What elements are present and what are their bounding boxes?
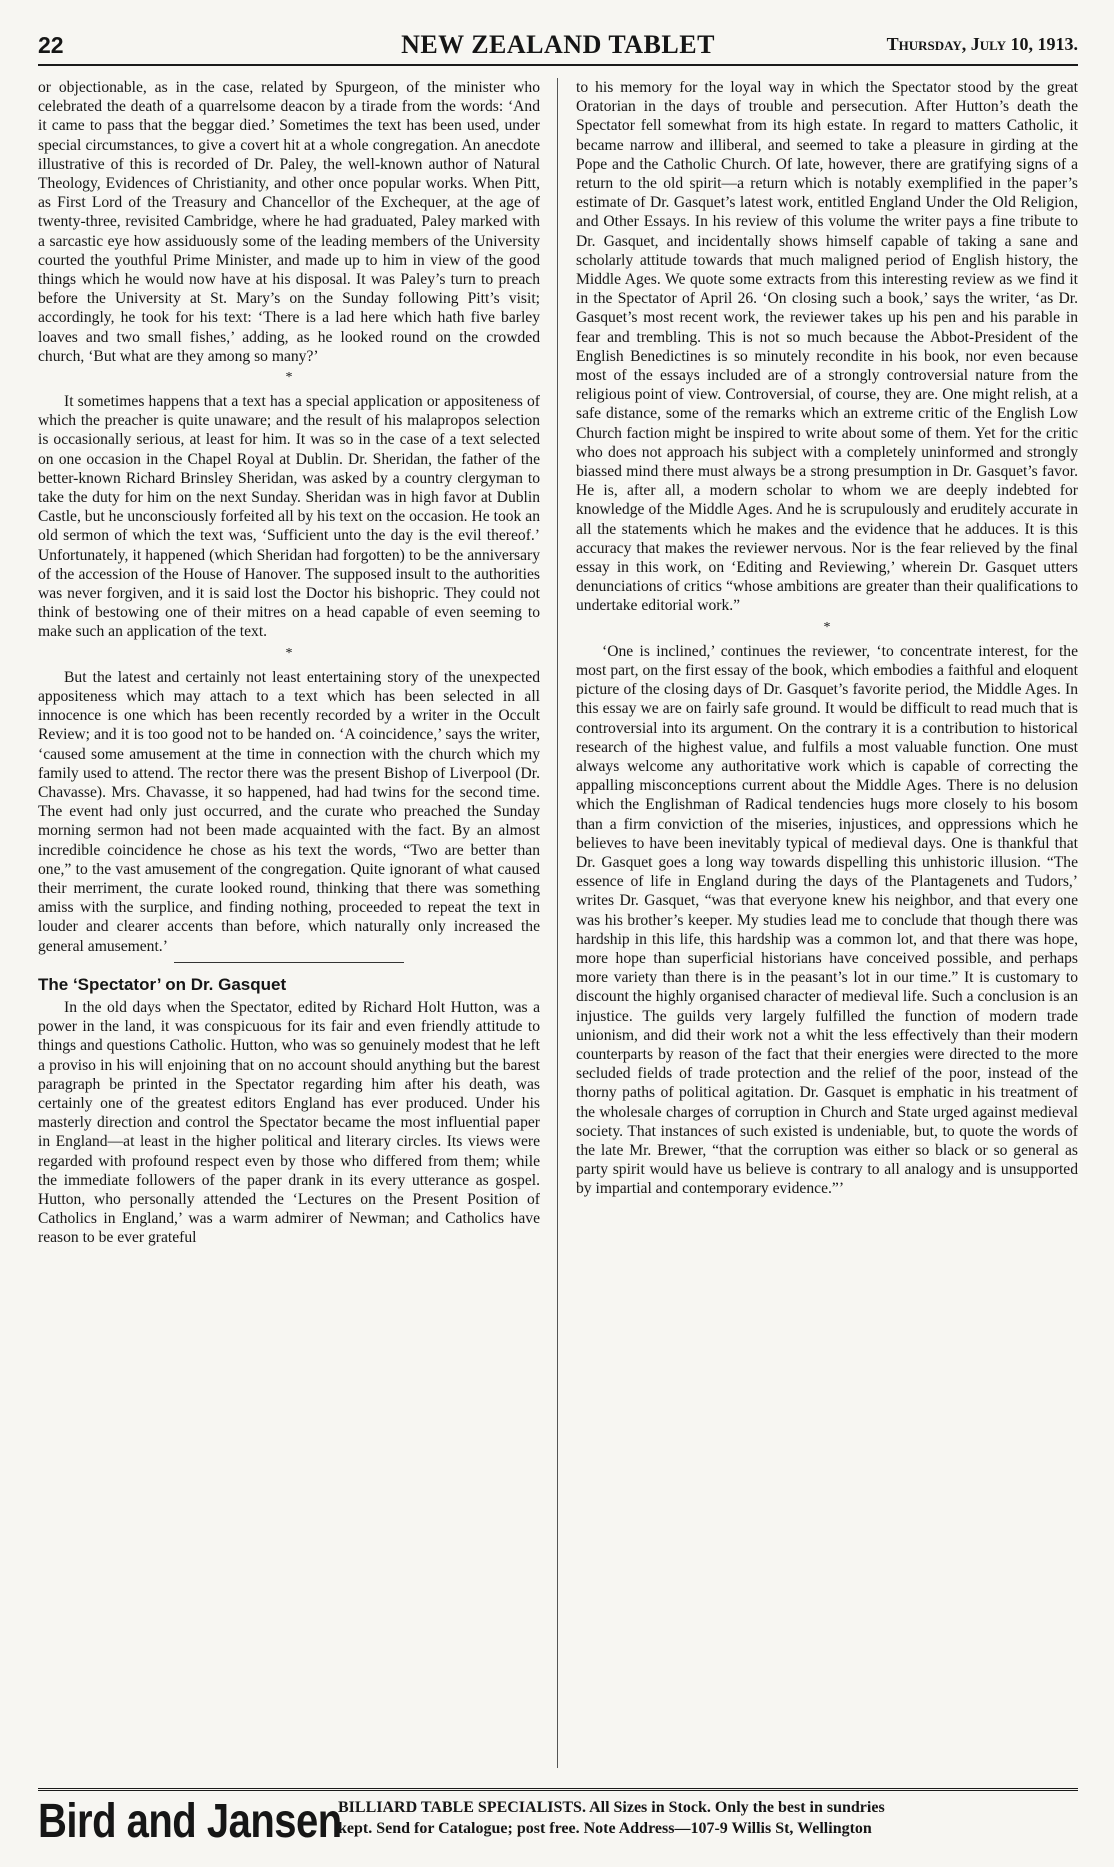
issue-date: Thursday, July 10, 1913. [886, 34, 1078, 54]
paragraph: or objectionable, as in the case, related by Spurgeon, of the minister who celebrated the death of a quarrelsome deacon by a tirade from the words: ‘And it came to pass that the beggar died.’ Sometimes the text has been used, under special circumstances, to give a covert hit at a whole congregation. An anecdote illustrative of this is recorded of Dr. Paley, the well-known author of Natural Theology, Evidences of Christianity, and other once popular works. When Pitt, as First Lord of the Treasury and Chancellor of the Exchequer, at the age of twenty-three, revisited Cambridge, where he had graduated, Paley marked with a sarcastic eye how assiduously some of the leading members of the University courted the youthful Prime Minister, and made up to him in view of the good things which he would now have at his disposal. It was Paley’s turn to preach before the University at St. Mary’s on the Sunday following Pitt’s visit; accordingly, he took for his text: ‘There is a lad here which hath five barley loaves and two small fishes,’ adding, as he looked round on the crowded church, ‘But what are they among so many?’ [38, 79, 540, 365]
section-separator-star: * [285, 370, 293, 386]
advertisement-footer [38, 1788, 1078, 1851]
paragraph: In the old days when the Spectator, edited by Richard Holt Hutton, was a power in the land, it was conspicuous for its fair and even friendly attitude to things and questions Catholic. Hutton, who was so genuinely modest that he left a proviso in his will enjoining that on no account should anything but the barest paragraph be printed in the Spectator regarding him after his death, was certainly one of the greatest editors England has ever produced. Under his masterly direction and control the Spectator became the most influential paper in England—at least in the higher political and literary circles. Its views were regarded with profound respect even by those who differed from them; while the immediate followers of the paper drank in its every utterance as gospel. Hutton, who personally attended the ‘Lectures on the Present Position of Catholics in England,’ was a warm admirer of Newman; and Catholics have reason to be ever grateful [38, 998, 540, 1247]
paragraph: ‘One is inclined,’ continues the reviewer, ‘to concentrate interest, for the most part, on the first essay of the book, which embodies a faithful and eloquent picture of the closing days of Dr. Gasquet’s favorite period, the Middle Ages. In this essay we are on fairly safe ground. It would be difficult to read much that is controversial into its argument. On the contrary it is a contribution to historical research of the highest value, and fulfils a most valuable function. One must always welcome any authoritative work which is capable of correcting the appalling misconceptions current about the Middle Ages. There is no delusion which the Englishman of Radical tendencies hugs more closely to his bosom than a firm conviction of the miseries, injustices, and oppressions which he believes to have been inevitably typical of medieval days. One is thankful that Dr. Gasquet goes a long way towards dispelling this unhistoric illusion. “The essence of life in England during the days of the Plantagenets and Tudors,’ writes Dr. Gasquet, “was that everyone knew his neighbor, and that every one was his brother’s keeper. My studies lead me to conclude that though there was hardship in this life, this hardship was a common lot, and that there was hope, more hope than superficial historians have conceived possible, and perhaps more variety than there is in the peasant’s lot in our time.” It is customary to discount the highly organised character of medieval life. Such a conclusion is an injustice. The guilds very largely fulfilled the function of modern trade unionism, and did their work not a whit the less effectively than their modern counterparts by reason of the fact that their energies were directed to the more secluded fields of trade protection and the relief of the poor, instead of the thorny paths of political agitation. Dr. Gasquet is emphatic in his treatment of the wholesale charges of corruption in Church and State urged against medieval society. That instances of such existed is undeniable, but, to quote the words of the late Mr. Brewer, “that the corruption was either so black or so general as party spirit would have us believe is contrary to all analogy and is unsupported by impartial and contemporary evidence.”’ [576, 642, 1078, 1198]
left-column [38, 78, 540, 1768]
advertisement-text [338, 1797, 1078, 1839]
ad-line: kept. Send for Catalogue; post free. Note Address—107-9 Willis St, Wellington [338, 1820, 872, 1837]
article-heading: The ‘Spectator’ on Dr. Gasquet [38, 974, 287, 994]
section-separator-star: * [285, 645, 293, 661]
ad-line: BILLIARD TABLE SPECIALISTS. All Sizes in Stock. Only the best in sundries [338, 1799, 885, 1816]
page-header [38, 30, 1078, 66]
advertiser-name: Bird and Jansen [38, 1795, 342, 1848]
section-separator-star: * [823, 619, 831, 635]
right-column [576, 78, 1078, 1768]
column-divider [557, 78, 558, 1768]
paragraph: It sometimes happens that a text has a special application or appositeness of which the preacher is quite unaware; and the result of his malapropos selection is occasionally serious, at least for him. It was so in the case of a text selected on one occasion in the Chapel Royal at Dublin. Dr. Sheridan, the father of the better-known Richard Brinsley Sheridan, was asked by a country clergyman to take the duty for him on the next Sunday. Sheridan was in high favor at Dublin Castle, but he unconsciously forfeited all by his text on the occasion. He took an old sermon of which the text was, ‘Sufficient unto the day is the evil thereof.’ Unfortunately, it happened (which Sheridan had forgotten) to be the anniversary of the accession of the House of Hanover. The supposed insult to the authorities was never forgiven, and it is said lost the Doctor his bishopric. They could not think of bestowing one of their mitres on a head capable of even seeming to make such an application of the text. [38, 393, 540, 641]
page-number: 22 [38, 32, 64, 58]
divider [174, 962, 405, 963]
paragraph: to his memory for the loyal way in which the Spectator stood by the great Oratorian in the days of trouble and persecution. After Hutton’s death the Spectator fell somewhat from its high estate. In regard to matters Catholic, it became narrow and illiberal, and seemed to take a pleasure in girding at the Pope and the Catholic Church. Of late, however, there are gratifying signs of a return to the old spirit—a return which is notably exemplified in the paper’s estimate of Dr. Gasquet’s latest work, entitled England Under the Old Religion, and Other Essays. In his review of this volume the writer pays a fine tribute to Dr. Gasquet, and incidentally shows himself capable of taking a sane and scholarly attitude towards that much maligned period of English history, the Middle Ages. We quote some extracts from this interesting review as we find it in the Spectator of April 26. ‘On closing such a book,’ says the writer, ‘as Dr. Gasquet’s most recent work, the reviewer takes up his pen and his parable in fear and trembling. This is not so much because the Abbot-President of the English Benedictines is so minutely recondite in his book, nor even because most of the essays included are of a strongly controversial nature from the religious point of view. Controversial, of course, they are. One might relish, at a safe distance, some of the remarks which an extreme critic of the English Low Church faction might be inspired to write about some of them. Yet for the critic who does not approach his subject with a completely uninformed and strongly biassed mind there must always be a strong presumption in Dr. Gasquet’s favor. He is, after all, a modern scholar to whom we are deeply indebted for knowledge of the Middle Ages. And he is scrupulously and eruditely accurate in all the statements which he makes and the evidence that he adduces. It is this accuracy that makes the reviewer nervous. Nor is the fear relieved by the final essay in this work, on ‘Editing and Reviewing,’ wherein Dr. Gasquet utters denunciations of critics “whose ambitions are greater than their qualifications to undertake editorial work.” [576, 79, 1078, 615]
masthead-title: NEW ZEALAND TABLET [401, 30, 715, 59]
paragraph: But the latest and certainly not least entertaining story of the unexpected appositeness which may attach to a text which has been selected in all innocence is one which has been recently recorded by a writer in the Occult Review; and it is too good not to be handed on. ‘A coincidence,’ says the writer, ‘caused some amusement at the time in connection with the church which my family used to attend. The rector there was the present Bishop of Liverpool (Dr. Chavasse). Mrs. Chavasse, it so happened, had had twins for the second time. The event had only just occurred, and the curate who preached the Sunday morning sermon had not been made acquainted with the fact. By an almost incredible coincidence he chose as his text the words, “Two are better than one,” to the vast amusement of the congregation. Quite ignorant of what caused their merriment, the curate looked round, thinking that there was something amiss with the surplice, and finding nothing, proceeded to repeat the text in louder and clearer accents than before, which naturally only increased the general amusement.’ [38, 668, 540, 955]
